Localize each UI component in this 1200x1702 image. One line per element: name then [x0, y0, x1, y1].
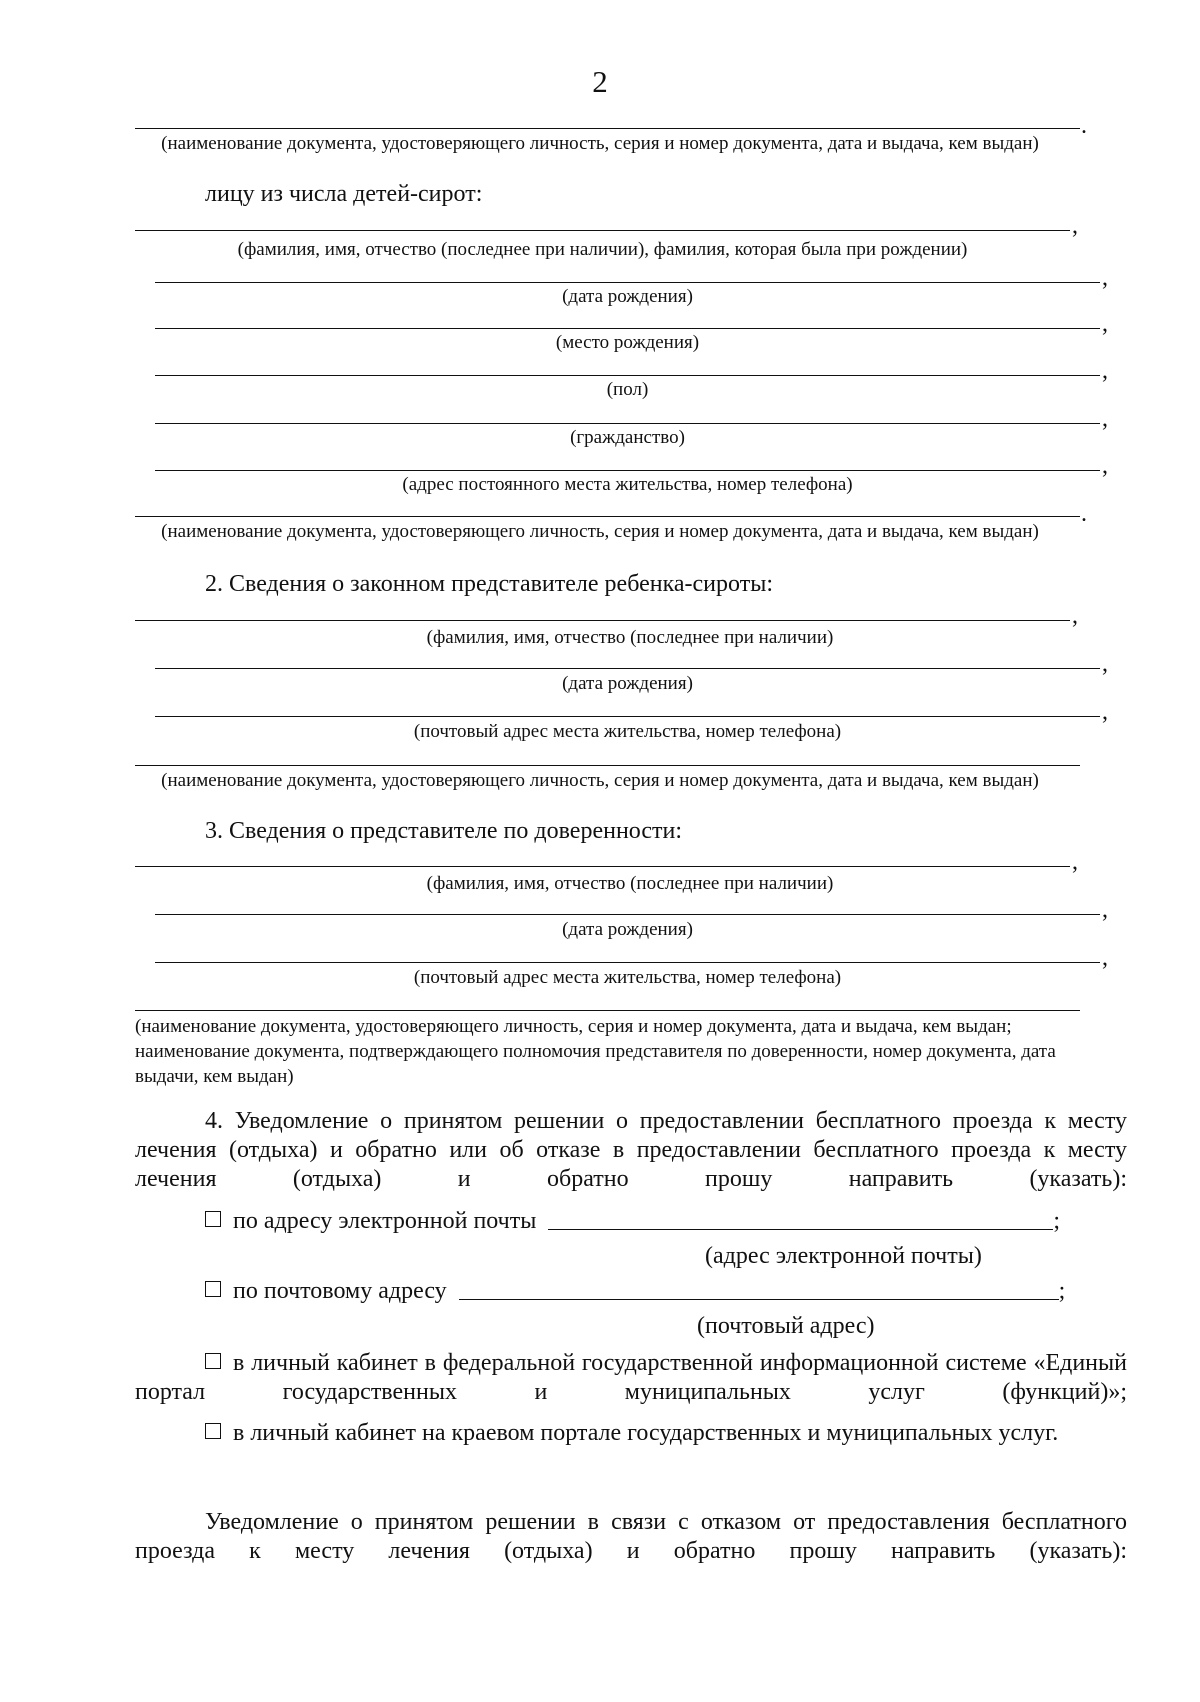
proxy-rep-heading: 3. Сведения о представителе по доверенности:	[205, 818, 683, 844]
line-end-comma: ,	[1102, 945, 1108, 971]
line-end-comma: ,	[1102, 453, 1108, 479]
legal-rep-identity-caption: (наименование документа, удостоверяющего личность, серия и номер документа, дата и выдача, кем выдан)	[161, 770, 1039, 791]
epgu-checkbox[interactable]	[205, 1353, 221, 1369]
line-end-comma: ,	[1102, 651, 1108, 677]
orphan-heading: лицу из числа детей-сирот:	[205, 181, 483, 207]
proxy-rep-fio-line[interactable]	[135, 866, 1070, 867]
legal-rep-identity-line[interactable]	[135, 765, 1080, 766]
line-end-period: .	[1081, 113, 1087, 139]
proxy-rep-address-line[interactable]	[155, 962, 1100, 963]
orphan-identity-line[interactable]	[135, 516, 1080, 517]
orphan-fio-line[interactable]	[135, 230, 1070, 231]
orphan-sex-caption: (пол)	[606, 379, 649, 400]
notification-paragraph: 4. Уведомление о принятом решении о предоставлении бесплатного проезда к месту лечения (отдыха) и обратно или об отказе в предоставлении бесплатного проезда к месту лечения (отдыха) и обратно прошу направить (указать):	[135, 1108, 1127, 1192]
proxy-rep-identity-line[interactable]	[135, 1010, 1080, 1011]
orphan-identity-caption: (наименование документа, удостоверяющего личность, серия и номер документа, дата и выдача, кем выдан)	[161, 521, 1039, 542]
row-end-semicolon: ;	[1058, 1278, 1066, 1304]
identity-doc-line[interactable]	[135, 128, 1080, 129]
line-end-comma: ,	[1102, 358, 1108, 384]
line-end-comma: ,	[1072, 849, 1078, 875]
identity-doc-caption: (наименование документа, удостоверяющего личность, серия и номер документа, дата и выдача, кем выдан)	[161, 133, 1039, 154]
proxy-rep-identity-caption: (наименование документа, удостоверяющего личность, серия и номер документа, дата и выдача, кем выдан; наименование документа, подтверждающего полномочия представителя по доверенности, номер документа, дата выдачи, кем выдан)	[135, 1016, 1056, 1087]
orphan-sex-line[interactable]	[155, 375, 1100, 376]
row-end-semicolon: ;	[1053, 1208, 1061, 1234]
option-epgu-row[interactable]	[135, 1349, 1127, 1409]
orphan-birth-place-caption: (место рождения)	[555, 332, 700, 353]
option-email-row[interactable]	[205, 1206, 1060, 1236]
option-epgu-label: в личный кабинет в федеральной государственной информационной системе «Единый портал государственных и муниципальных услуг (функций)»;	[135, 1350, 1127, 1405]
legal-rep-address-caption: (почтовый адрес места жительства, номер телефона)	[413, 721, 842, 742]
line-end-comma: ,	[1102, 699, 1108, 725]
post-checkbox[interactable]	[205, 1281, 221, 1297]
legal-rep-fio-line[interactable]	[135, 620, 1070, 621]
email-input[interactable]	[548, 1207, 1053, 1230]
email-caption: (адрес электронной почты)	[705, 1243, 982, 1269]
line-end-comma: ,	[1102, 311, 1108, 337]
legal-rep-birth-date-caption: (дата рождения)	[562, 673, 693, 694]
line-end-comma: ,	[1102, 897, 1108, 923]
proxy-rep-address-caption: (почтовый адрес места жительства, номер телефона)	[413, 967, 842, 988]
orphan-birth-place-line[interactable]	[155, 328, 1100, 329]
orphan-address-line[interactable]	[155, 470, 1100, 471]
line-end-comma: ,	[1102, 406, 1108, 432]
page-number: 2	[592, 64, 608, 99]
regional-checkbox[interactable]	[205, 1423, 221, 1439]
line-end-comma: ,	[1072, 213, 1078, 239]
line-end-comma: ,	[1072, 603, 1078, 629]
orphan-citizenship-caption: (гражданство)	[570, 427, 685, 448]
orphan-birth-date-caption: (дата рождения)	[562, 286, 693, 307]
option-regional-row[interactable]	[205, 1418, 1058, 1448]
orphan-citizenship-line[interactable]	[155, 423, 1100, 424]
option-post-label: по почтовому адресу	[233, 1278, 447, 1304]
proxy-rep-birth-date-caption: (дата рождения)	[562, 919, 693, 940]
legal-rep-address-line[interactable]	[155, 716, 1100, 717]
line-end-period: .	[1081, 501, 1087, 527]
option-post-row[interactable]	[205, 1276, 1065, 1306]
legal-rep-birth-date-line[interactable]	[155, 668, 1100, 669]
proxy-rep-birth-date-line[interactable]	[155, 914, 1100, 915]
refusal-notification-paragraph: Уведомление о принятом решении в связи с отказом от предоставления бесплатного проезда к месту лечения (отдыха) и обратно прошу направить (указать):	[135, 1509, 1127, 1564]
orphan-fio-caption: (фамилия, имя, отчество (последнее при наличии), фамилия, которая была при рождении)	[237, 239, 968, 260]
proxy-rep-fio-caption: (фамилия, имя, отчество (последнее при наличии)	[426, 873, 834, 894]
post-address-input[interactable]	[459, 1277, 1059, 1300]
option-regional-label: в личный кабинет на краевом портале государственных и муниципальных услуг.	[233, 1420, 1059, 1446]
orphan-address-caption: (адрес постоянного места жительства, номер телефона)	[402, 474, 853, 495]
email-checkbox[interactable]	[205, 1211, 221, 1227]
legal-rep-fio-caption: (фамилия, имя, отчество (последнее при наличии)	[426, 627, 834, 648]
orphan-birth-date-line[interactable]	[155, 282, 1100, 283]
option-email-label: по адресу электронной почты	[233, 1208, 537, 1234]
legal-rep-heading: 2. Сведения о законном представителе ребенка-сироты:	[205, 571, 773, 597]
line-end-comma: ,	[1102, 265, 1108, 291]
post-caption: (почтовый адрес)	[697, 1313, 875, 1339]
